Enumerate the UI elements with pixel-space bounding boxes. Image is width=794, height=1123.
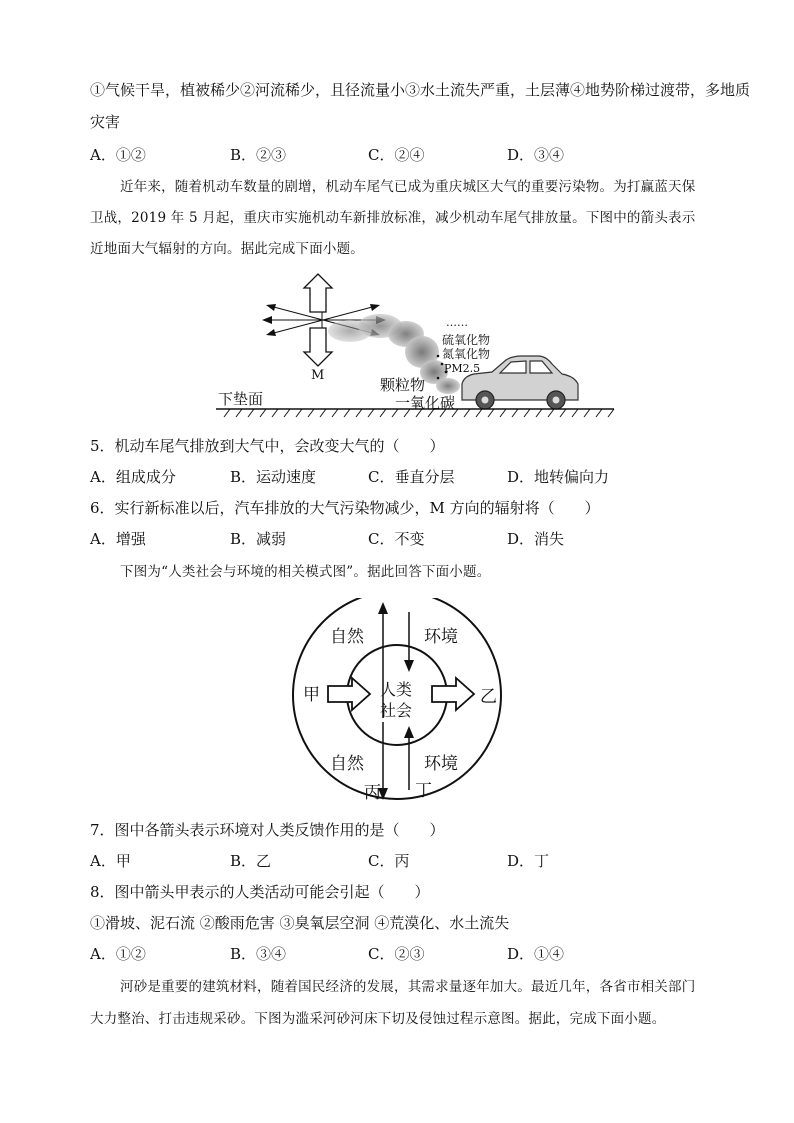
passage1-line3: 近地面大气辐射的方向。据此完成下面小题。 <box>90 241 364 257</box>
q7-option-d[interactable]: D．丁 <box>507 852 550 870</box>
up-radiation-arrow <box>304 274 332 312</box>
label-nature-bottom: 自然 <box>330 754 364 774</box>
q5-option-a[interactable]: A．组成成分 <box>90 468 176 486</box>
q6-option-c[interactable]: C．不变 <box>368 530 425 548</box>
label-ground: 下垫面 <box>218 390 264 408</box>
q4-option-b[interactable]: B．②③ <box>230 146 287 164</box>
q7-stem: 7．图中各箭头表示环境对人类反馈作用的是（ ） <box>90 821 445 839</box>
pollutant-nitrogen: 氮氧化物 <box>442 347 491 361</box>
q7-option-c[interactable]: C．丙 <box>368 852 410 870</box>
q6-option-b[interactable]: B．减弱 <box>230 530 287 548</box>
q6-option-d[interactable]: D．消失 <box>507 530 565 548</box>
q4-options <box>90 145 710 165</box>
q4-statements: ①气候干旱，植被稀少②河流稀少，且径流量小③水土流失严重，土层薄④地势阶梯过渡带，多地质 <box>90 81 751 99</box>
q5-option-c[interactable]: C．垂直分层 <box>368 468 455 486</box>
label-society-2: 社会 <box>380 701 413 720</box>
q7-option-b[interactable]: B．乙 <box>230 852 272 870</box>
label-env-top: 环境 <box>424 627 458 647</box>
label-m: M <box>311 368 325 383</box>
q4-option-a[interactable]: A．①② <box>90 146 146 164</box>
q8-option-c[interactable]: C．②③ <box>368 945 425 963</box>
q4-option-c[interactable]: C．②④ <box>368 146 425 164</box>
passage2-line: 下图为“人类社会与环境的相关模式图”。据此回答下面小题。 <box>120 564 491 580</box>
q5-option-d[interactable]: D．地转偏向力 <box>507 468 610 486</box>
q8-stem: 8．图中箭头甲表示的人类活动可能会引起（ ） <box>90 883 430 901</box>
pollutant-sulfur: 硫氧化物 <box>442 333 491 347</box>
passage1-line2: 卫战，2019 年 5 月起，重庆市实施机动车新排放标准，减少机动车尾气排放量。下图中的箭头表示 <box>90 210 696 226</box>
pollutant-pm25: PM2.5 <box>444 362 481 375</box>
q6-options <box>90 529 710 549</box>
m-radiation-arrow <box>304 328 332 366</box>
exhaust-radiation-figure <box>200 268 720 418</box>
label-co: 一氧化碳 <box>395 394 456 412</box>
label-particulates: 颗粒物 <box>380 376 426 394</box>
q5-stem: 5．机动车尾气排放到大气中，会改变大气的（ ） <box>90 437 445 455</box>
q4-option-d[interactable]: D．③④ <box>507 146 565 164</box>
passage1-line1: 近年来，随着机动车数量的剧增，机动车尾气已成为重庆城区大气的重要污染物。为打赢蓝天保 <box>120 179 696 195</box>
q5-option-b[interactable]: B．运动速度 <box>230 468 317 486</box>
q8-options <box>90 944 710 964</box>
q8-option-a[interactable]: A．①② <box>90 945 146 963</box>
q7-option-a[interactable]: A．甲 <box>90 852 131 870</box>
label-env-bottom: 环境 <box>424 754 458 774</box>
label-ding: 丁 <box>415 781 432 801</box>
q8-option-d[interactable]: D．①④ <box>507 945 565 963</box>
pollutant-dots: …… <box>446 316 468 329</box>
label-bing: 丙 <box>364 783 381 803</box>
q7-options <box>90 851 710 871</box>
q8-statements: ①滑坡、泥石流 ②酸雨危害 ③臭氧层空洞 ④荒漠化、水土流失 <box>90 914 510 932</box>
label-society-1: 人类 <box>380 680 413 699</box>
label-yi: 乙 <box>480 687 497 707</box>
q6-option-a[interactable]: A．增强 <box>90 530 146 548</box>
label-nature-top: 自然 <box>330 627 364 647</box>
q8-option-b[interactable]: B．③④ <box>230 945 287 963</box>
q5-options <box>90 467 710 487</box>
passage3-line2: 大力整治、打击违规采砂。下图为滥采河砂河床下切及侵蚀过程示意图。据此，完成下面小题。 <box>90 1011 666 1027</box>
q4-statements-cont: 灾害 <box>90 113 121 131</box>
label-jia: 甲 <box>303 685 320 705</box>
passage3-line1: 河砂是重要的建筑材料，随着国民经济的发展，其需求量逐年加大。最近几年，各省市相关部门 <box>120 979 696 995</box>
society-environment-figure <box>286 598 512 808</box>
q6-stem: 6．实行新标准以后，汽车排放的大气污染物减少，M 方向的辐射将（ ） <box>90 499 600 517</box>
